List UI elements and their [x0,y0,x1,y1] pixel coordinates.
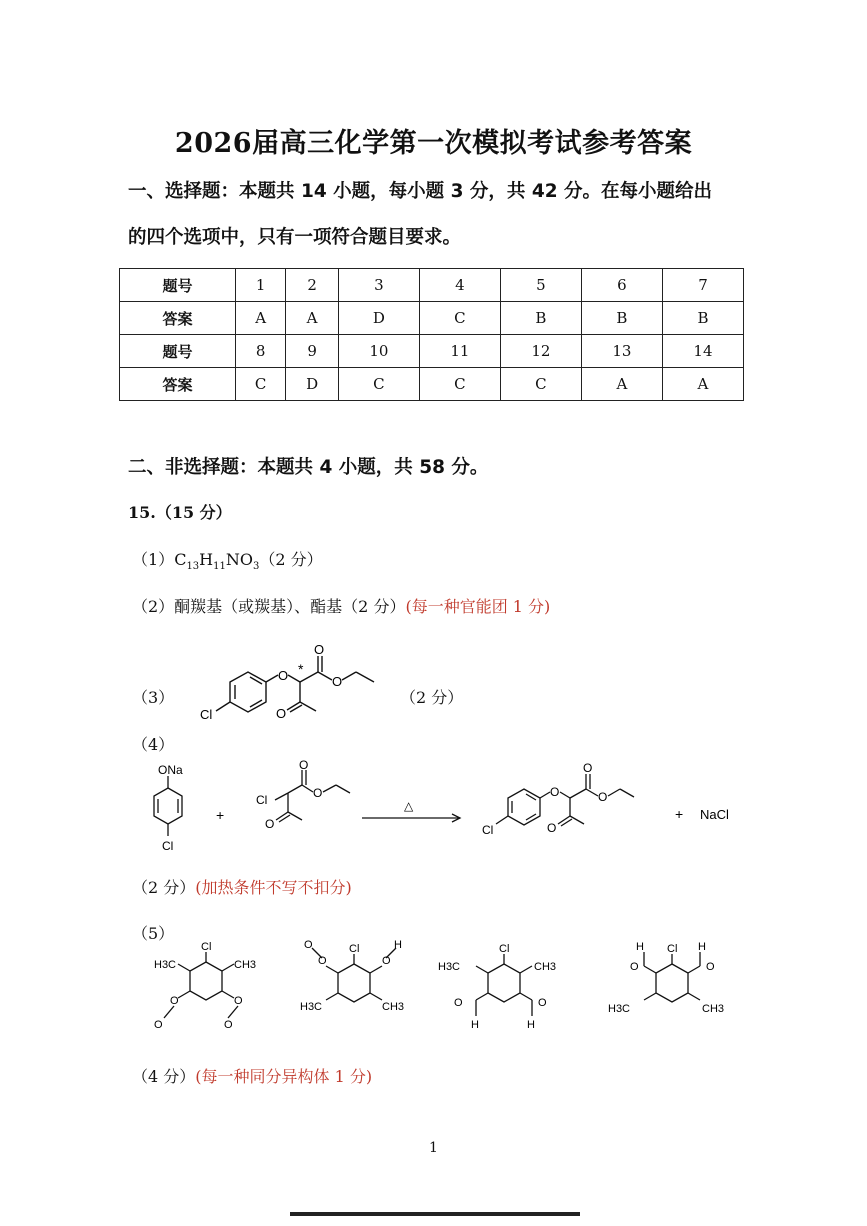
heat-symbol: △ [404,799,414,813]
table-cell: 13 [581,335,662,368]
chiral-star: * [298,661,304,677]
part5-note: (每一种同分异构体 1 分) [195,1067,373,1086]
table-cell: A [662,368,743,401]
table-cell: C [236,368,286,401]
table-cell: 11 [419,335,500,368]
table-row [120,335,744,368]
label-o: O [224,1019,233,1031]
table-cell: B [581,302,662,335]
part4-label: （4） [132,735,175,754]
table-cell: 4 [419,269,500,302]
table-row [120,368,744,401]
label-o: O [550,785,560,799]
label-cl: Cl [499,943,510,955]
table-cell: C [419,368,500,401]
label-o: O [154,1019,163,1031]
label-o: O [382,955,391,967]
plus-sign: + [216,807,225,823]
table-cell: 5 [500,269,581,302]
table-cell: 3 [338,269,419,302]
part3-score: （2 分） [400,688,464,707]
table-cell: 7 [662,269,743,302]
answer-part1 [132,547,323,572]
table-cell: D [286,368,339,401]
answer-table [119,268,744,401]
label-o: O [304,940,313,951]
table-cell: B [662,302,743,335]
label-o: O [583,761,593,775]
label-cl: Cl [162,839,174,853]
label-o: O [234,995,243,1007]
part4-score: （2 分） [132,878,196,897]
label-h: H [527,1019,535,1031]
section1-line2: 的四个选项中，只有一项符合题目要求。 [128,227,462,248]
label-o: O [278,668,289,683]
table-cell: 2 [286,269,339,302]
label-o: O [547,821,557,835]
structure-part3 [190,640,390,730]
part4-score-line [132,875,352,898]
label-o: O [299,760,309,772]
table-cell: C [419,302,500,335]
table-cell: A [236,302,286,335]
part-label: （1） [132,550,175,569]
section1-line1: 一、选择题：本题共 14 小题，每小题 3 分，共 42 分。在每小题给出 [128,181,713,202]
label-o: O [318,955,327,967]
part5-score-line [132,1064,372,1087]
label-h3c: H3C [300,1001,323,1013]
label-o: O [706,961,715,973]
reaction-equation [130,760,750,860]
label-cl: Cl [667,943,678,955]
label-h: H [394,940,402,951]
table-cell: 8 [236,335,286,368]
label-o: O [598,790,608,804]
label-h: H [636,941,644,953]
table-cell: A [581,368,662,401]
label-o: O [332,674,343,689]
table-cell: 10 [338,335,419,368]
formula: $C_{13}H_{11}NO_3$ [174,550,260,573]
label-h3c: H3C [438,961,461,973]
label-h: H [698,941,706,953]
table-cell: C [500,368,581,401]
label-ch3: CH3 [534,961,557,973]
label-o: O [265,817,275,831]
label-h3c: H3C [608,1003,631,1015]
label-h3c: H3C [154,959,177,971]
plus-sign: + [675,806,684,822]
answer-part2 [132,594,550,617]
label-cl: Cl [349,943,360,955]
page-title: 2026届高三化学第一次模拟考试参考答案 [174,128,693,159]
isomer-structures [140,940,760,1040]
part2-note: (每一种官能团 1 分) [405,597,551,616]
label-nacl: NaCl [700,807,729,822]
table-row [120,269,744,302]
part2-text: （2）酮羰基（或羰基）、酯基（2 分） [132,597,406,616]
label-o: O [313,786,323,800]
part5-score: （4 分） [132,1067,196,1086]
table-cell: 题号 [120,269,236,302]
label-h: H [471,1019,479,1031]
label-ona: ONa [158,763,183,777]
table-cell: 14 [662,335,743,368]
table-cell: D [338,302,419,335]
label-cl: Cl [256,793,268,807]
label-o: O [454,997,463,1009]
page-number: 1 [429,1140,438,1156]
table-cell: 1 [236,269,286,302]
score: （2 分） [259,550,323,569]
bottom-divider [290,1212,580,1216]
label-o: O [314,642,325,657]
table-cell: B [500,302,581,335]
section2-heading: 二、非选择题：本题共 4 小题，共 58 分。 [128,457,489,478]
table-cell: 6 [581,269,662,302]
table-cell: A [286,302,339,335]
label-ch3: CH3 [234,959,257,971]
table-cell: C [338,368,419,401]
label-o: O [630,961,639,973]
label-ch3: CH3 [702,1003,725,1015]
part5-label: （5） [132,924,175,943]
table-cell: 答案 [120,302,236,335]
table-cell: 12 [500,335,581,368]
label-o: O [170,995,179,1007]
label-o: O [276,706,287,721]
label-o: O [538,997,547,1009]
part4-note: (加热条件不写不扣分) [195,878,352,897]
part3-label: （3） [132,688,175,707]
question15-heading: 15.（15 分） [128,503,232,522]
table-cell: 9 [286,335,339,368]
label-cl: Cl [200,707,213,722]
label-cl: Cl [482,823,494,837]
label-ch3: CH3 [382,1001,405,1013]
table-cell: 题号 [120,335,236,368]
table-cell: 答案 [120,368,236,401]
table-row [120,302,744,335]
label-cl: Cl [201,941,212,953]
